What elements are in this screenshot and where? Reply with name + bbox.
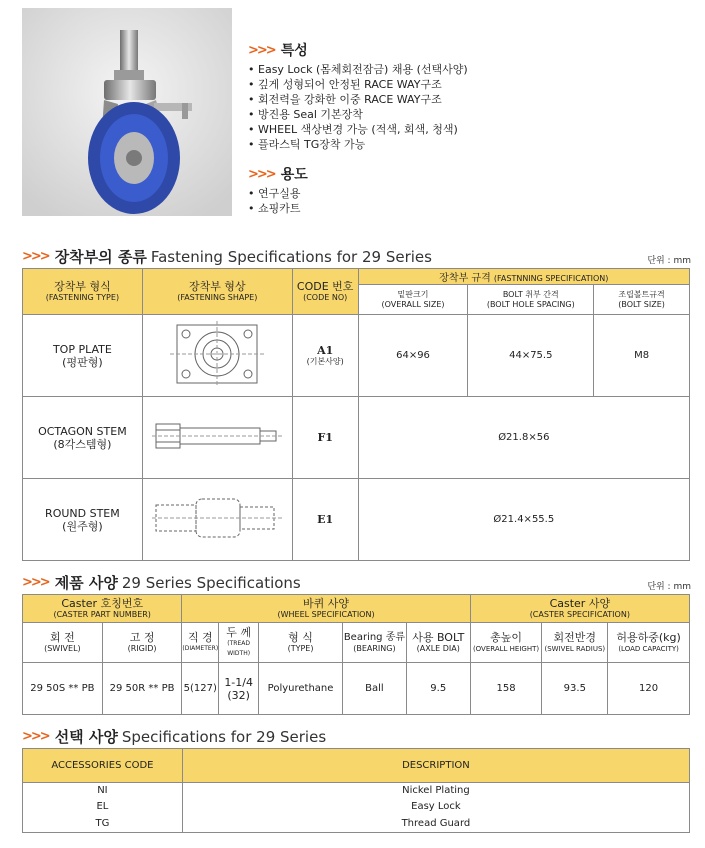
accessories-title: >>> 선택 사양 Specifications for 29 Series [22,727,327,746]
header-code: CODE 번호 (CODE NO) [292,269,358,315]
spec-cell: Ø21.4×55.5 [358,479,689,561]
desc-cell: Easy Lock [182,799,689,815]
fastening-table [22,268,690,561]
code-cell: F1 [292,397,358,479]
unit-label: 단위 : mm [647,582,691,592]
table-row [23,397,690,479]
bearing-cell: Ball [342,663,406,715]
col-diameter: 직 경 (DIAMETER) [182,623,219,663]
col-rigid: 고 정 (RIGID) [102,623,182,663]
header-bolt-size: 조립볼트규격 (BOLT SIZE) [594,285,690,315]
arrows-icon: >>> [22,249,49,264]
code-cell: TG [23,815,183,833]
spec-cell: Ø21.8×56 [358,397,689,479]
list-item: • Easy Lock (몸체회전잠금) 채용 (선택사양) [248,62,688,77]
bolt-hole-cell: 44×75.5 [468,315,594,397]
arrows-icon: >>> [22,729,49,744]
list-item: • 쇼핑카트 [248,201,688,216]
group-wheel: 바퀴 사양 (WHEEL SPECIFICATION) [182,595,470,623]
type-cell: Polyurethane [259,663,343,715]
list-item: • 플라스틱 TG장착 가능 [248,137,688,152]
type-cell: TOP PLATE (평판형) [23,315,143,397]
col-bearing: Bearing 종류 (BEARING) [342,623,406,663]
table-row [23,783,690,799]
arrows-icon: >>> [248,42,275,58]
arrows-icon: >>> [248,166,275,182]
list-item: • 회전력을 강화한 이중 RACE WAY구조 [248,92,688,107]
usage-list [248,186,688,216]
list-item: • 방진용 Seal 기본장착 [248,107,688,122]
features-heading: >>> 특성 [248,42,308,59]
list-item: • WHEEL 색상변경 가능 (적색, 회색, 청색) [248,122,688,137]
list-item: • 깊게 성형되어 안정된 RACE WAY구조 [248,77,688,92]
header-type: 장착부 형식 (FASTENING TYPE) [23,269,143,315]
col-swivel: 회 전 (SWIVEL) [23,623,103,663]
bolt-size-cell: M8 [594,315,690,397]
list-item: • 연구실용 [248,186,688,201]
desc-cell: Thread Guard [182,815,689,833]
tread-cell: 1-1/4 (32) [219,663,259,715]
code-cell: E1 [292,479,358,561]
col-radius: 회전반경 (SWIVEL RADIUS) [542,623,608,663]
header-accessories-code: ACCESSORIES CODE [23,749,183,783]
table-row [23,479,690,561]
rigid-cell: 29 50R ** PB [102,663,182,715]
unit-label: 단위 : mm [647,256,691,266]
fastening-title: >>> 장착부의 종류 Fastening Specifications for 29 Series [22,247,432,266]
col-height: 총높이 (OVERALL HEIGHT) [470,623,542,663]
features-list [248,62,688,152]
axle-cell: 9.5 [406,663,470,715]
col-load: 허용하중(kg) (LOAD CAPACITY) [608,623,690,663]
top-plate-drawing-icon [162,321,272,387]
shape-octagon-stem [142,397,292,479]
shape-round-stem [142,479,292,561]
overall-cell: 64×96 [358,315,468,397]
header-description: DESCRIPTION [182,749,689,783]
octagon-stem-drawing-icon [152,416,282,456]
header-shape: 장착부 형상 (FASTENING SHAPE) [142,269,292,315]
table-row [23,799,690,815]
code-cell: NI [23,783,183,799]
header-bolt-hole: BOLT 취부 간격 (BOLT HOLE SPACING) [468,285,594,315]
type-cell: OCTAGON STEM (8각스템형) [23,397,143,479]
product-title: >>> 제품 사양 29 Series Specifications [22,573,301,592]
group-caster-spec: Caster 사양 (CASTER SPECIFICATION) [470,595,689,623]
col-type: 형 식 (TYPE) [259,623,343,663]
round-stem-drawing-icon [152,495,282,541]
table-row [23,315,690,397]
height-cell: 158 [470,663,542,715]
features-block [248,40,688,216]
header-overall: 밑판크기 (OVERALL SIZE) [358,285,468,315]
group-caster-part: Caster 호칭번호 (CASTER PART NUMBER) [23,595,182,623]
usage-heading: >>> 용도 [248,166,308,183]
table-row [23,663,690,715]
caster-photo [22,8,232,216]
desc-cell: Nickel Plating [182,783,689,799]
arrows-icon: >>> [22,575,49,590]
diameter-cell: 5(127) [182,663,219,715]
load-cell: 120 [608,663,690,715]
accessories-table [22,748,690,833]
col-axle: 사용 BOLT (AXLE DIA) [406,623,470,663]
type-cell: ROUND STEM (원주형) [23,479,143,561]
swivel-cell: 29 50S ** PB [23,663,103,715]
product-table [22,594,690,715]
table-row [23,815,690,833]
col-tread: 두 께 (TREAD WIDTH) [219,623,259,663]
radius-cell: 93.5 [542,663,608,715]
code-cell: EL [23,799,183,815]
shape-top-plate [142,315,292,397]
code-cell: A1 (기본사양) [292,315,358,397]
header-spec: 장착부 규격 (FASTNNING SPECIFICATION) [358,269,689,285]
